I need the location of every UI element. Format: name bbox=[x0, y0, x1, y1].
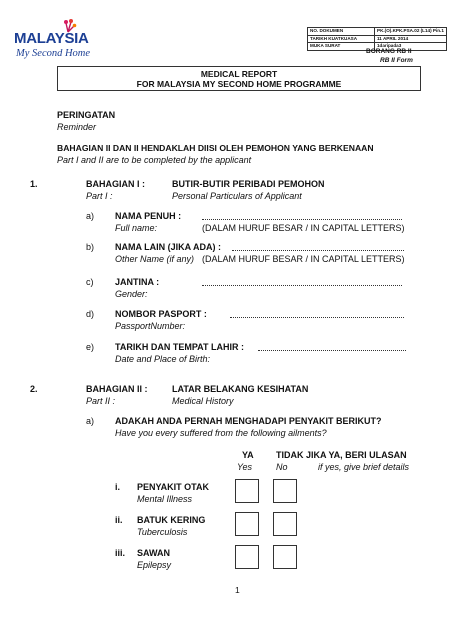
instruction-text-en: Part I and II are to be completed by the applicant bbox=[57, 155, 252, 165]
reminder-heading-en: Reminder bbox=[57, 122, 97, 132]
col-tidak: TIDAK JIKA YA, BERI ULASAN bbox=[276, 450, 407, 460]
ailment-epilepsy: SAWAN bbox=[137, 548, 171, 558]
ailment-epilepsy-en: Epilepsy bbox=[137, 560, 172, 570]
col-ya: YA bbox=[242, 450, 254, 460]
page-number: 1 bbox=[235, 585, 240, 595]
full-name-note: (DALAM HURUF BESAR / IN CAPITAL LETTERS) bbox=[202, 223, 405, 233]
tuberculosis-yes-checkbox[interactable] bbox=[235, 512, 259, 536]
col-brief: if yes, give brief details bbox=[318, 462, 410, 472]
field-letter: e) bbox=[86, 342, 95, 352]
table-row bbox=[308, 28, 447, 36]
part1-label: BAHAGIAN I : bbox=[86, 179, 145, 189]
full-name-field[interactable] bbox=[202, 219, 402, 220]
other-name-label-en: Other Name (if any) bbox=[115, 254, 195, 264]
passport-label: NOMBOR PASPORT : bbox=[115, 309, 207, 319]
field-letter: a) bbox=[86, 211, 95, 221]
ailment-tuberculosis: BATUK KERING bbox=[137, 515, 206, 525]
part2-label-en: Part II : bbox=[86, 396, 116, 406]
mental-illness-yes-checkbox[interactable] bbox=[235, 479, 259, 503]
part2-number: 2. bbox=[30, 384, 38, 394]
part1-title: BUTIR-BUTIR PERIBADI PEMOHON bbox=[172, 179, 325, 189]
ailment-number: iii. bbox=[115, 548, 126, 558]
mental-illness-no-checkbox[interactable] bbox=[273, 479, 297, 503]
col-no: No bbox=[276, 462, 288, 472]
form-code: BORANG RB II bbox=[366, 48, 412, 55]
passport-field[interactable] bbox=[230, 317, 404, 318]
other-name-field[interactable] bbox=[232, 250, 404, 251]
epilepsy-yes-checkbox[interactable] bbox=[235, 545, 259, 569]
doc-info-key: MUKA SURAT bbox=[308, 43, 375, 51]
document-info-table bbox=[307, 27, 447, 51]
table-row bbox=[308, 35, 447, 43]
ailment-number: i. bbox=[115, 482, 121, 492]
form-code-en: RB II Form bbox=[380, 57, 413, 64]
part1-number: 1. bbox=[30, 179, 38, 189]
reminder-heading: PERINGATAN bbox=[57, 110, 116, 120]
other-name-label: NAMA LAIN (JIKA ADA) : bbox=[115, 242, 221, 252]
title-line-2: FOR MALAYSIA MY SECOND HOME PROGRAMME bbox=[136, 78, 342, 89]
birth-field[interactable] bbox=[258, 350, 406, 351]
tuberculosis-no-checkbox[interactable] bbox=[273, 512, 297, 536]
title-line-1: MEDICAL REPORT bbox=[200, 69, 278, 79]
other-name-note: (DALAM HURUF BESAR / IN CAPITAL LETTERS) bbox=[202, 254, 405, 264]
passport-label-en: PassportNumber: bbox=[115, 321, 186, 331]
malaysia-my-second-home-logo bbox=[14, 18, 94, 64]
part1-label-en: Part I : bbox=[86, 191, 113, 201]
ailment-mental-illness: PENYAKIT OTAK bbox=[137, 482, 210, 492]
instruction-text: BAHAGIAN II DAN II HENDAKLAH DIISI OLEH PEMOHON YANG BERKENAAN bbox=[57, 143, 374, 153]
birth-label-en: Date and Place of Birth: bbox=[115, 354, 211, 364]
part2-title: LATAR BELAKANG KESIHATAN bbox=[172, 384, 309, 394]
ailment-tuberculosis-en: Tuberculosis bbox=[137, 527, 188, 537]
col-yes: Yes bbox=[237, 462, 253, 472]
ailments-question: ADAKAH ANDA PERNAH MENGHADAPI PENYAKIT BERIKUT? bbox=[115, 416, 382, 426]
field-letter: d) bbox=[86, 309, 95, 319]
epilepsy-no-checkbox[interactable] bbox=[273, 545, 297, 569]
doc-info-value: PK.(O).KPK.PSA.02 (L14) Pin.1 bbox=[375, 28, 447, 36]
gender-label: JANTINA : bbox=[115, 277, 160, 287]
full-name-label-en: Full name: bbox=[115, 223, 158, 233]
doc-info-key: TARIKH KUATKUASA bbox=[308, 35, 375, 43]
doc-info-value: 1daripada3 bbox=[375, 43, 447, 51]
birth-label: TARIKH DAN TEMPAT LAHIR : bbox=[115, 342, 244, 352]
question-letter: a) bbox=[86, 416, 95, 426]
part2-label: BAHAGIAN II : bbox=[86, 384, 148, 394]
ailments-question-en: Have you every suffered from the following ailments? bbox=[115, 428, 327, 438]
gender-label-en: Gender: bbox=[115, 289, 148, 299]
field-letter: c) bbox=[86, 277, 94, 287]
part2-title-en: Medical History bbox=[172, 396, 234, 406]
doc-info-key: NO. DOKUMEN bbox=[308, 28, 375, 36]
title-box bbox=[57, 66, 421, 91]
gender-field[interactable] bbox=[202, 285, 402, 286]
doc-info-value: 11 APRIL 2014 bbox=[375, 35, 447, 43]
logo-wordmark: MALAYSIA bbox=[14, 30, 89, 47]
full-name-label: NAMA PENUH : bbox=[115, 211, 182, 221]
part1-title-en: Personal Particulars of Applicant bbox=[172, 191, 302, 201]
ailment-mental-illness-en: Mental Illness bbox=[137, 494, 193, 504]
logo-subtitle: My Second Home bbox=[16, 48, 91, 59]
ailment-number: ii. bbox=[115, 515, 123, 525]
field-letter: b) bbox=[86, 242, 95, 252]
